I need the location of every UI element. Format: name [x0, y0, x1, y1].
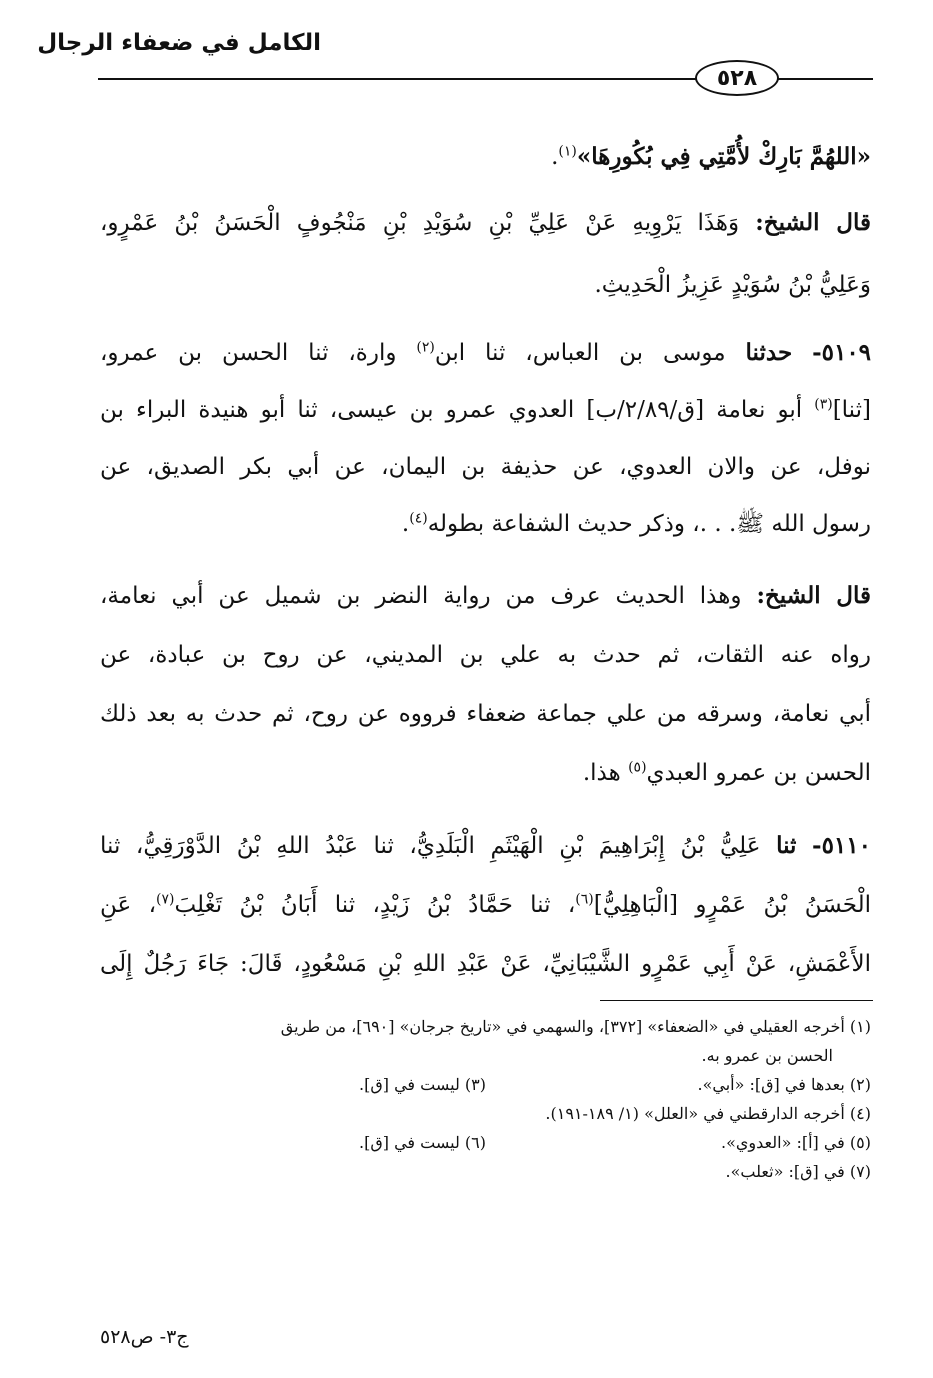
paragraph-hadith-text — [100, 128, 871, 186]
running-header-title: الكامل في ضعفاء الرجال — [37, 30, 321, 56]
text-line: ٥١٠٩- حدثنا موسى بن العباس، ثنا ابن$^{(٢)}$ وارة، ثنا الحسن بن عمرو، — [100, 339, 872, 366]
footnote-row — [100, 1128, 871, 1157]
paragraph-hadith-5110 — [100, 816, 871, 994]
text-line: «اللهُمَّ بَارِكْ لأُمَّتِي فِي بُكُورِهَا»$^{(١)}$. — [551, 143, 871, 170]
text-line: الْحَسَنُ بْنُ عَمْرٍو [الْبَاهِلِيُّ]$^{(٦)}$، ثنا حَمَّادُ بْنُ زَيْدٍ، ثنا أَبَانُ بْنُ تَغْلِبَ$^{(٧)}$، عَنِ — [100, 891, 871, 918]
text-line: رسول الله ﷺ. . .، وذكر حديث الشفاعة بطوله$^{(٤)}$. — [401, 510, 871, 537]
text-line: الحسن بن عمرو العبدي$^{(٥)}$ هذا. — [582, 759, 871, 786]
footnote-row — [100, 1070, 871, 1099]
text-line: قال الشيخ: وَهَذَا يَرْوِيهِ عَنْ عَلِيِّ بْنِ سُوَيْدِ بْنِ مَنْجُوفٍ الْحَسَنُ بْنُ عَمْرٍو، — [100, 209, 871, 236]
footnote-3: (٣) ليست في [ق]. — [359, 1075, 486, 1094]
paragraph-shaykh-comment-2 — [100, 566, 871, 803]
footnote-6: (٦) ليست في [ق]. — [359, 1133, 486, 1152]
footnote-1-continued: الحسن بن عمرو به. — [701, 1046, 833, 1065]
hadith-number: ٥١١٠- — [812, 832, 871, 859]
page-number-badge — [695, 60, 779, 96]
page-number: ٥٢٨ — [716, 65, 758, 91]
volume-page-reference: ج٣- ص٥٢٨ — [100, 1326, 189, 1348]
footnote-5: (٥) في [أ]: «العدوي». — [721, 1133, 871, 1152]
paragraph-hadith-5109 — [100, 324, 871, 553]
text-line: أبي نعامة، وسرقه من علي جماعة ضعفاء فرووه عن روح، ثم حدث به بعد ذلك — [100, 701, 871, 727]
speaker-label: قال الشيخ: — [755, 209, 871, 236]
footnote-ref: (٥) — [628, 759, 647, 776]
footnote-7: (٧) في [ق]: «ثعلب». — [725, 1162, 871, 1181]
footnotes — [100, 1012, 871, 1186]
footnote-ref: (٣) — [814, 396, 833, 413]
footnote-1: (١) أخرجه العقيلي في «الضعفاء» [٣٧٢]، والسهمي في «تاريخ جرجان» [٦٩٠]، من طريق — [280, 1017, 871, 1036]
footnote-2: (٢) بعدها في [ق]: «أبي». — [697, 1075, 871, 1094]
paragraph-shaykh-comment-1 — [100, 192, 871, 316]
text-line: رواه عنه الثقات، ثم حدث به علي بن المديني، عن روح بن عبادة، عن — [100, 642, 871, 668]
text-line: وَعَلِيُّ بْنُ سُوَيْدٍ عَزِيزُ الْحَدِيثِ. — [594, 272, 871, 298]
text-line: [ثنا]$^{(٣)}$ أبو نعامة [ق/٢/٨٩/ب] العدوي عمرو بن عيسى، ثنا أبو هنيدة البراء بن — [100, 396, 871, 423]
footnote-ref: (٢) — [416, 339, 435, 356]
footnote-ref: (٧) — [156, 891, 175, 908]
text-line: الأَعْمَشِ، عَنْ أَبِي عَمْرٍو الشَّيْبَانِيِّ، عَنْ عَبْدِ اللهِ بْنِ مَسْعُودٍ، قَالَ: جَاءَ رَجُلٌ إِلَى — [100, 951, 871, 977]
text-line: قال الشيخ: وهذا الحديث عرف من رواية النضر بن شميل عن أبي نعامة، — [100, 582, 871, 609]
footnote-ref: (٤) — [409, 510, 428, 527]
footnote-separator — [600, 1000, 873, 1001]
text-line: ٥١١٠- ثنا عَلِيُّ بْنُ إِبْرَاهِيمَ بْنِ الْهَيْثَمِ الْبَلَدِيُّ، ثنا عَبْدُ اللهِ بْنُ الدَّوْرَقِيُّ، ثنا — [100, 832, 871, 859]
footnote-4: (٤) أخرجه الدارقطني في «العلل» (١/ ١٨٩-١٩١). — [545, 1104, 871, 1123]
hadith-number: ٥١٠٩- — [812, 339, 872, 366]
text-line: نوفل، عن والان العدوي، عن حذيفة بن اليمان، عن أبي بكر الصديق، عن — [100, 454, 871, 480]
footnote-ref: (٦) — [575, 891, 594, 908]
footnote-ref: (١) — [558, 143, 577, 160]
speaker-label: قال الشيخ: — [756, 582, 871, 609]
